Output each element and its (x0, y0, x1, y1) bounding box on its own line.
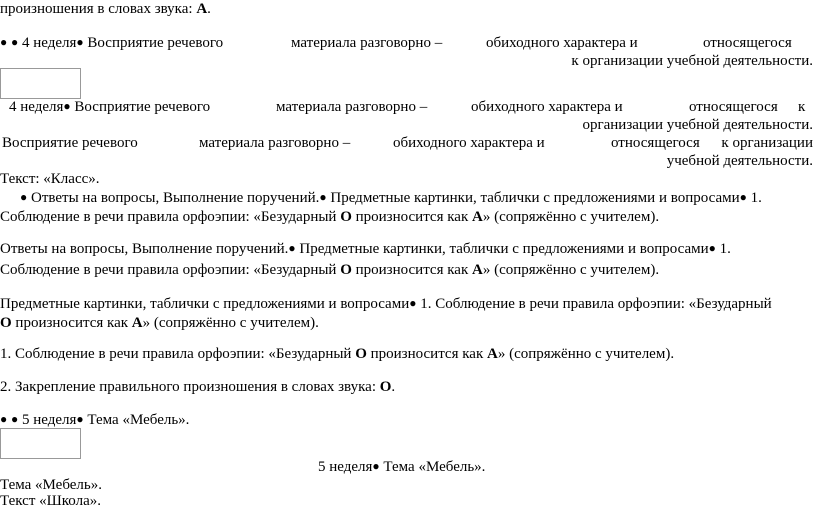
paragraph-1-line-2: Соблюдение в речи правила орфоэпии: «Безударный О произносится как А» (сопряжённо с учителем). (0, 209, 660, 225)
bullet-icon: ● (11, 412, 19, 426)
text-line-sound-a: произношения в словах звука: А. (0, 1, 211, 17)
week4-wrap-1: к организации учебной деятельности. (571, 53, 813, 69)
perception-wrap: учебной деятельности. (666, 153, 813, 169)
bullet-icon: ● (372, 459, 380, 473)
bullet-icon: ● (11, 35, 19, 49)
bullet-icon: ● (708, 241, 716, 255)
week4-word-2: материала разговорно – (291, 35, 443, 51)
perception-word-2: материала разговорно – (199, 135, 351, 151)
week4-wrap-2: организации учебной деятельности. (582, 117, 813, 133)
perception-word-5: к организации (721, 135, 813, 151)
week4-2-word-2: материала разговорно – (276, 99, 428, 115)
paragraph-1-line-1: ● Ответы на вопросы, Выполнение поручений.● Предметные картинки, таблички с предложениями и вопросами● 1. (20, 190, 762, 206)
bullet-icon: ● (409, 296, 417, 310)
week4-2-word-4: относящегося (689, 99, 778, 115)
paragraph-5: 2. Закрепление правильного произношения в словах звука: О. (0, 379, 396, 395)
week4-line-1: ● ● 4 неделя● Восприятие речевого (0, 35, 224, 51)
topic-furniture: Тема «Мебель». (0, 477, 103, 493)
text-school: Текст «Школа». (0, 493, 101, 509)
paragraph-3-line-1: Предметные картинки, таблички с предложениями и вопросами● 1. Соблюдение в речи правила орфоэпии: «Безударный (0, 296, 772, 312)
week5-line-2: 5 неделя● Тема «Мебель». (318, 459, 486, 475)
empty-frame (0, 68, 81, 99)
bullet-icon: ● (0, 412, 8, 426)
paragraph-2-line-1: Ответы на вопросы, Выполнение поручений.● Предметные картинки, таблички с предложениями и вопросами● 1. (0, 241, 731, 257)
perception-word-3: обиходного характера и (393, 135, 545, 151)
bullet-icon: ● (20, 190, 28, 204)
text-class: Текст: «Класс». (0, 171, 100, 187)
paragraph-3-line-2: О произносится как А» (сопряжённо с учителем). (0, 315, 319, 331)
bullet-icon: ● (63, 99, 71, 113)
week4-word-3: обиходного характера и (486, 35, 638, 51)
bullet-icon: ● (76, 412, 84, 426)
paragraph-2-line-2: Соблюдение в речи правила орфоэпии: «Безударный О произносится как А» (сопряжённо с учителем). (0, 262, 660, 278)
bullet-icon: ● (76, 35, 84, 49)
paragraph-4: 1. Соблюдение в речи правила орфоэпии: «Безударный О произносится как А» (сопряжённо с учителем). (0, 346, 675, 362)
bullet-icon: ● (739, 190, 747, 204)
bullet-icon: ● (0, 35, 8, 49)
empty-frame (0, 428, 81, 459)
perception-line-1: Восприятие речевого (2, 135, 138, 151)
week5-line-1: ● ● 5 неделя● Тема «Мебель». (0, 412, 190, 428)
week4-2-word-3: обиходного характера и (471, 99, 623, 115)
week4-line-2: 4 неделя● Восприятие речевого (9, 99, 211, 115)
week4-word-4: относящегося (703, 35, 792, 51)
bullet-icon: ● (288, 241, 296, 255)
perception-word-4: относящегося (611, 135, 700, 151)
week4-2-word-5: к (798, 99, 806, 115)
bullet-icon: ● (319, 190, 327, 204)
